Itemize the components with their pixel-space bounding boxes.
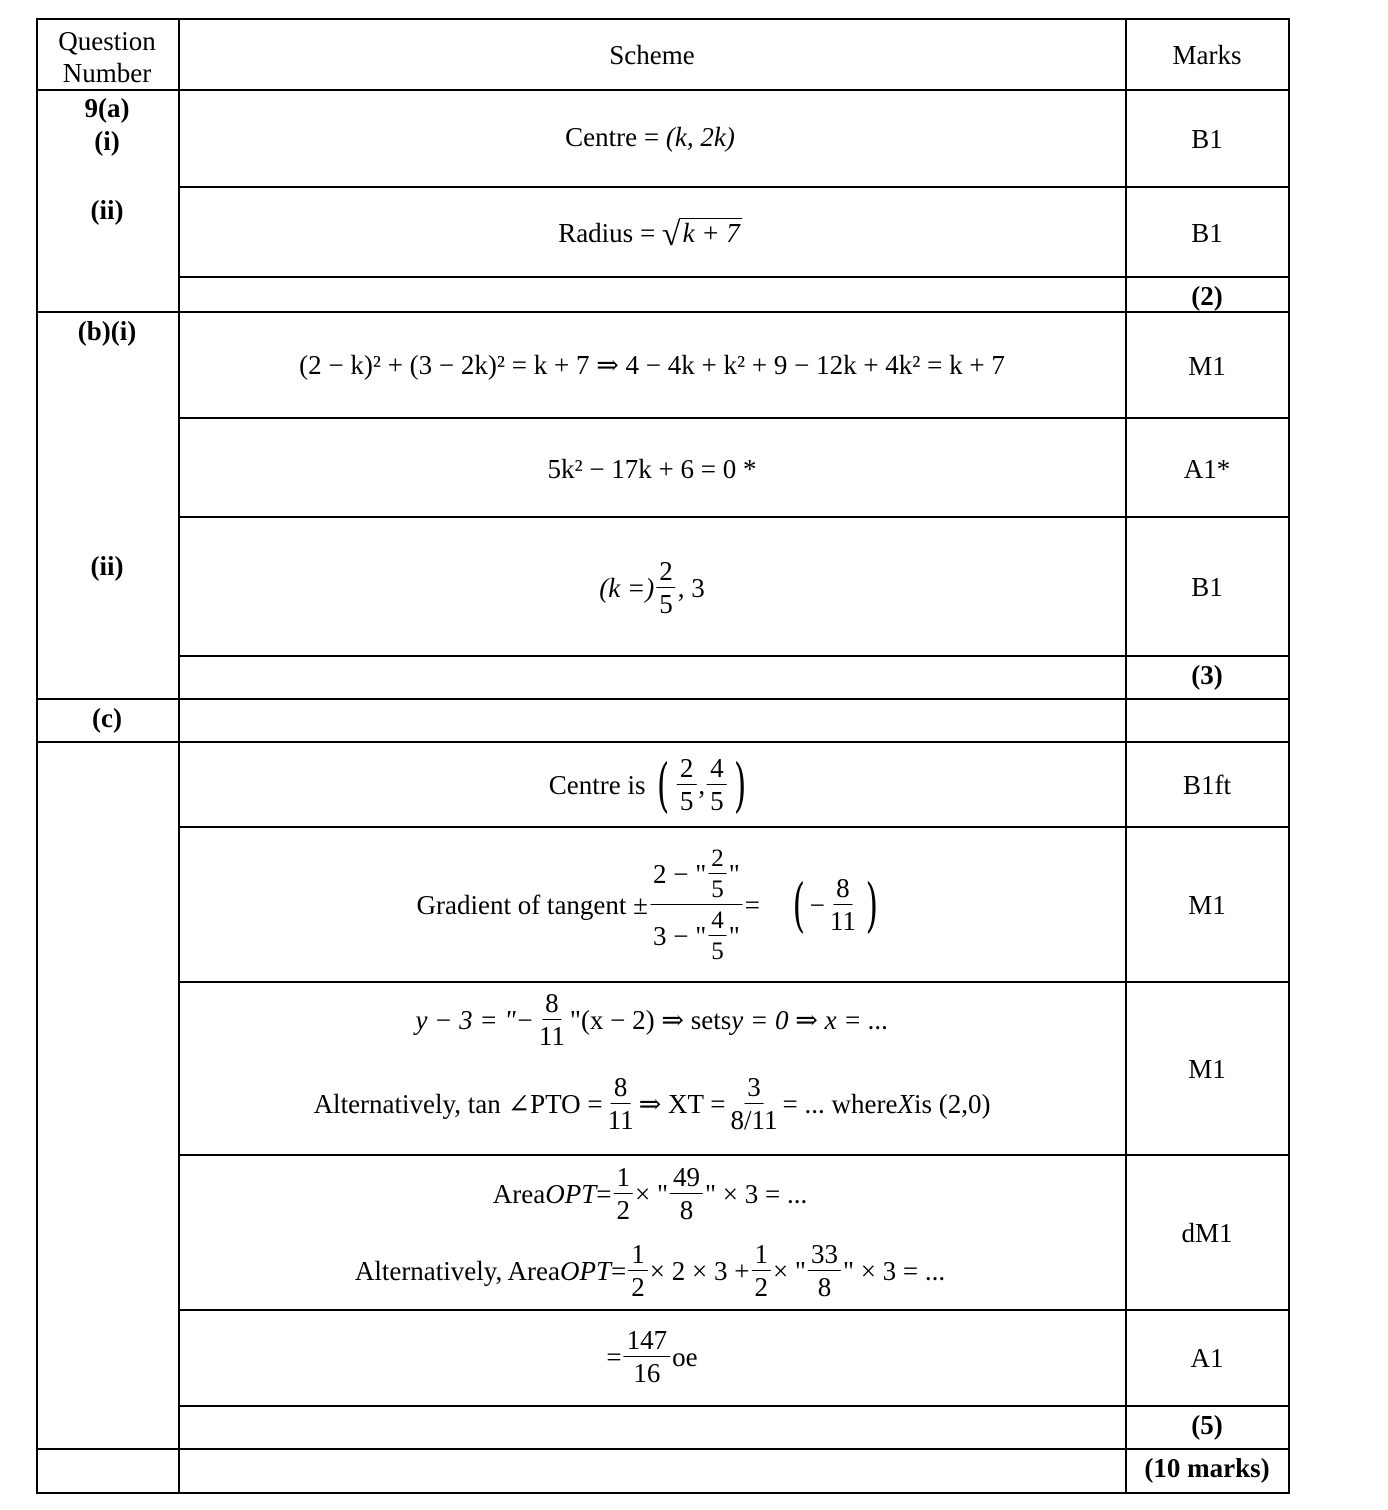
scheme-quadratic: 5k² − 17k + 6 = 0 * bbox=[547, 454, 757, 484]
part-label-b-ii: (ii) bbox=[90, 551, 124, 581]
mark-final-answer: A1 bbox=[1190, 1343, 1224, 1373]
part-label-c: (c) bbox=[92, 703, 122, 733]
subtotal-b: (3) bbox=[1191, 660, 1223, 690]
part-label-9a: 9(a) bbox=[84, 93, 130, 123]
scheme-radius: Radius = √k + 7 bbox=[558, 216, 740, 253]
part-label-a-ii: (ii) bbox=[90, 195, 124, 225]
square-root-icon: √ bbox=[661, 216, 681, 253]
header-question-number: Question Number bbox=[58, 26, 156, 88]
header-marks: Marks bbox=[1172, 40, 1242, 70]
header-scheme: Scheme bbox=[609, 40, 695, 70]
mark-tangent-line: M1 bbox=[1188, 1054, 1226, 1084]
mark-expand: M1 bbox=[1188, 351, 1226, 381]
scheme-centre-c: Centre is ( $\frac{2}{5}$ , $\frac{4}{5}$ ) bbox=[548, 751, 747, 819]
scheme-gradient: Gradient of tangent ± 2 − " $\frac{2}{5}$ " 3 − " $\frac{4}{5}$ " = ( − $\frac{8}{11}$ ) bbox=[416, 845, 879, 965]
subtotal-a: (2) bbox=[1191, 281, 1223, 311]
scheme-area-alternative: Alternatively, Area OPT = $\frac{1}{2}$ × 2 × 3 + $\frac{1}{2}$ × " $\frac{33}{8}$ " × 3 = ... bbox=[354, 1239, 946, 1302]
mark-gradient: M1 bbox=[1188, 890, 1226, 920]
mark-centre: B1 bbox=[1191, 124, 1223, 154]
scheme-area: Area OPT = $\frac{1}{2}$ × " $\frac{49}{8}$ " × 3 = ... bbox=[492, 1162, 808, 1225]
mark-radius: B1 bbox=[1191, 218, 1223, 248]
mark-k-values: B1 bbox=[1191, 572, 1223, 602]
part-label-b-i: (b)(i) bbox=[77, 316, 137, 346]
subtotal-c: (5) bbox=[1191, 1410, 1223, 1440]
scheme-k-values: (k =) $\frac{2}{5}$ , 3 bbox=[599, 556, 705, 619]
scheme-final-answer: = $\frac{147}{16}$ oe bbox=[606, 1325, 698, 1388]
mark-quadratic: A1* bbox=[1183, 454, 1231, 484]
scheme-expand: (2 − k)² + (3 − 2k)² = k + 7 ⇒ 4 − 4k + k² + 9 − 12k + 4k² = k + 7 bbox=[299, 350, 1005, 380]
mark-centre-c: B1ft bbox=[1182, 770, 1232, 800]
scheme-tangent-alternative: Alternatively, tan ∠PTO = $\frac{8}{11}$ ⇒ XT = 3 8 / 11 = ... where X is (2,0) bbox=[313, 1072, 991, 1135]
mark-area: dM1 bbox=[1181, 1218, 1233, 1248]
part-label-a-i: (i) bbox=[94, 126, 120, 156]
scheme-tangent-line: y − 3 = "− $\frac{8}{11}$ "(x − 2) ⇒ sets y = 0 ⇒ x = ... bbox=[415, 988, 889, 1051]
scheme-centre: Centre = (k, 2k) bbox=[565, 122, 735, 152]
grand-total: (10 marks) bbox=[1144, 1453, 1270, 1483]
